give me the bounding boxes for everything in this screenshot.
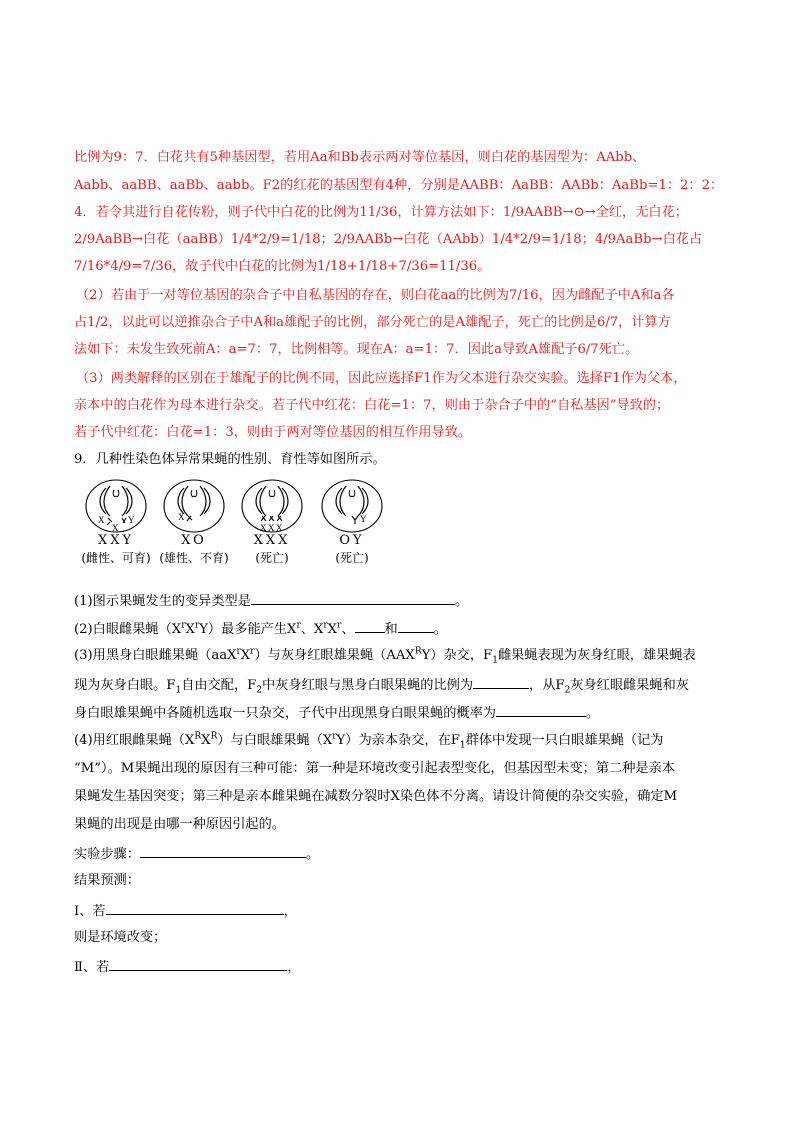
part-4-text-e: 群体中发现一只白眼雄果蝇（记为: [465, 733, 664, 748]
part-3-text-i: ，从F: [529, 678, 565, 693]
part-4-text-c: ）与白眼雄果蝇（X: [217, 733, 333, 748]
result-prediction-label: 结果预测：: [74, 873, 140, 888]
answer-line-6: （2）若由于一对等位基因的杂合子中自私基因的存在，则白花aa的比例为7/16，因为雌配子中A和a各: [76, 288, 675, 303]
answer-line-9: （3）两类解释的区别在于雄配子的比例不同，因此应选择F1作为父本进行杂交实验。选择F1作为父本，: [76, 371, 687, 386]
cell-xxy-label-3: Y: [128, 515, 135, 525]
part-2-blank-1[interactable]: [355, 618, 385, 633]
part-4-sup-1: R: [194, 731, 202, 742]
part-3-sup-2: r: [250, 646, 255, 657]
part-3-sub-4: 2: [564, 685, 571, 696]
part-3-text-c: ）与灰身红眼雄果蝇（AAX: [254, 648, 415, 663]
cell-xxx: [236, 476, 308, 586]
experiment-steps-end: 。: [305, 847, 320, 862]
part-3-text-g: 自由交配，F: [181, 678, 257, 693]
cell-xxy-note: (雌性、可育): [81, 551, 151, 565]
cell-xxx-label-3: X: [276, 523, 283, 533]
cell-xxy: [80, 476, 152, 586]
answer-line-1: 比例为9：7．白花共有5种基因型，若用Aa和Bb表示两对等位基因，则白花的基因型为：AAbb、: [74, 150, 646, 165]
cell-xxy-diagram: [80, 476, 152, 536]
part-2-sup-4: r: [323, 620, 328, 631]
result-ii-blank[interactable]: [109, 956, 287, 971]
cell-xo-genotype: XO: [181, 533, 207, 548]
cell-xo-label-1: X: [178, 512, 185, 522]
part-4-sub-1: 1: [459, 740, 466, 751]
question-9-title: 9．几种性染色体异常果蝇的性别、育性等如图所示。: [74, 452, 386, 467]
part-2-sup-5: r: [337, 620, 342, 631]
result-i-blank[interactable]: [106, 900, 284, 915]
part-3-sub-1: 1: [492, 655, 498, 666]
result-i-end: ，: [283, 904, 297, 919]
result-i-conclusion: 则是环境改变；: [74, 930, 167, 945]
answer-line-7: 占1/2，以此可以逆推杂合子中A和a雄配子的比例，部分死亡的是A雄配子，死亡的比例是6/7，计算方: [74, 315, 671, 330]
question-9-part-4-line-1: [74, 731, 663, 751]
cell-oy: [316, 476, 388, 586]
question-9-part-4-line-3: 果蝇发生基因突变；第三种是亲本雌果蝇在减数分裂时X染色体不分离。请设计简便的杂交实验，确定M: [74, 789, 678, 804]
part-2-sup-2: r: [194, 620, 200, 631]
part-2-text-b: X: [185, 622, 195, 637]
cell-xxx-note: (死亡): [255, 551, 289, 565]
question-9-part-4-line-4: 果蝇的出现是由哪一种原因引起的。: [74, 817, 285, 832]
part-3-blank-1[interactable]: [473, 674, 529, 689]
part-2-text-d: 、X: [300, 622, 324, 637]
cell-xxy-genotype: XXY: [97, 533, 135, 548]
part-2-text-h: 。: [433, 622, 447, 637]
cell-xxx-label-1: X: [260, 523, 267, 533]
question-9-part-2: [74, 618, 447, 640]
part-3-sup-3: R: [414, 646, 422, 657]
answer-line-11: 若子代中红花：白花=1：3，则由于两对等位基因的相互作用导致。: [74, 425, 472, 440]
part-1-text: (1)图示果蝇发生的变异类型是: [74, 594, 251, 609]
answer-line-10: 亲本中的白花作为母本进行杂交。若子代中红花：白花=1：7，则由于杂合子中的“自私基因”导致的；: [74, 398, 670, 413]
part-3-text-j: 灰身红眼雌果蝇和灰: [570, 678, 689, 693]
result-i: [74, 900, 297, 922]
part-3-text-b: X: [240, 648, 251, 663]
cell-xxx-diagram: [236, 476, 308, 536]
answer-line-5: 7/16*4/9=7/36，故子代中白花的比例为1/18+1/18+7/36=11/36。: [74, 259, 491, 274]
cell-xxy-label-1: X: [98, 515, 105, 525]
part-4-text-b: X: [201, 733, 211, 748]
cell-xo-diagram: [158, 476, 230, 536]
part-1-blank[interactable]: [251, 590, 455, 605]
part-2-text-f: 、: [341, 622, 355, 637]
answer-line-4: 2/9AaBB→白花（aaBB）1/4*2/9=1/18；2/9AABb→白花（AAbb）1/4*2/9=1/18；4/9AaBb→白花占: [74, 232, 703, 247]
experiment-steps-label: 实验步骤：: [74, 847, 140, 862]
part-3-sub-2: 1: [175, 685, 182, 696]
experiment-steps-blank[interactable]: [140, 843, 306, 858]
question-9-part-3-line-2: [74, 674, 689, 696]
cell-oy-note: (死亡): [335, 551, 369, 565]
part-3-text-h: 中灰身红眼与黑身白眼果蝇的比例为: [262, 678, 474, 693]
part-2-sup-1: r: [181, 620, 186, 631]
answer-line-8: 法如下：未发生致死前A：a=7：7，比例相等。现在A：a=1：7．因此a导致A雄配子6/7死亡。: [74, 342, 639, 357]
part-3-sub-3: 2: [256, 685, 263, 696]
result-i-label: Ⅰ、若: [74, 904, 106, 919]
part-3-text-l: 。: [586, 706, 600, 721]
cell-xxy-label-2: X: [112, 523, 119, 533]
part-4-text-a: (4)用红眼雌果蝇（X: [74, 733, 195, 748]
result-ii: [74, 956, 301, 978]
part-2-text-c: Y）最多能产生X: [199, 622, 297, 637]
cell-oy-diagram: [316, 476, 388, 536]
question-9-part-1: [74, 590, 468, 612]
question-9-part-3-line-3: [74, 702, 599, 724]
part-3-sup-1: r: [236, 646, 241, 657]
cell-oy-genotype: OY: [339, 533, 365, 548]
part-3-blank-2[interactable]: [496, 702, 586, 717]
experiment-steps: [74, 843, 319, 865]
part-3-text-d: Y）杂交，F: [421, 648, 493, 663]
part-1-end: 。: [454, 594, 469, 609]
question-9-part-4-line-2: “M”）。M果蝇出现的原因有三种可能：第一种是环境改变引起表型变化，但基因型未变；第二种是亲本: [74, 761, 675, 776]
part-2-blank-2[interactable]: [398, 618, 434, 633]
part-2-text-g: 和: [384, 622, 398, 637]
question-9-part-3-line-1: [74, 646, 696, 666]
answer-line-2: Aabb、aaBB、aaBb、aabb。F2的红花的基因型有4种，分别是AABB：AaBB：AABb：AaBb=1：2：2：: [74, 178, 724, 193]
cell-xo-note: (雄性、不育): [159, 551, 229, 565]
result-ii-label: Ⅱ、若: [74, 960, 110, 975]
part-4-sup-2: R: [210, 731, 218, 742]
part-3-text-e: 雌果蝇表现为灰身红眼，雄果蝇表: [497, 648, 696, 663]
part-2-text-a: (2)白眼雌果蝇（X: [74, 622, 182, 637]
cell-oy-label-1: Y: [360, 514, 367, 524]
part-4-sup-3: r: [332, 731, 337, 742]
part-2-sup-3: r: [296, 620, 301, 631]
result-ii-end: ，: [287, 960, 301, 975]
part-2-text-e: X: [327, 622, 338, 637]
part-4-text-d: Y）为亲本杂交，在F: [336, 733, 460, 748]
part-3-text-f: 现为灰身白眼。F: [74, 678, 176, 693]
part-3-text-a: (3)用黑身白眼雌果蝇（aaX: [74, 648, 237, 663]
cell-xxx-label-2: X: [268, 523, 275, 533]
answer-line-3: 4．若令其进行自花传粉，则子代中白花的比例为11/36，计算方法如下：1/9AABB→⊙→全红，无白花；: [74, 205, 688, 220]
part-3-text-k: 身白眼雄果蝇中各随机选取一只杂交，子代中出现黑身白眼果蝇的概率为: [74, 706, 496, 721]
cell-xo: [158, 476, 230, 586]
cell-xxx-genotype: XXX: [253, 533, 291, 548]
chromosome-figure: [80, 476, 410, 586]
